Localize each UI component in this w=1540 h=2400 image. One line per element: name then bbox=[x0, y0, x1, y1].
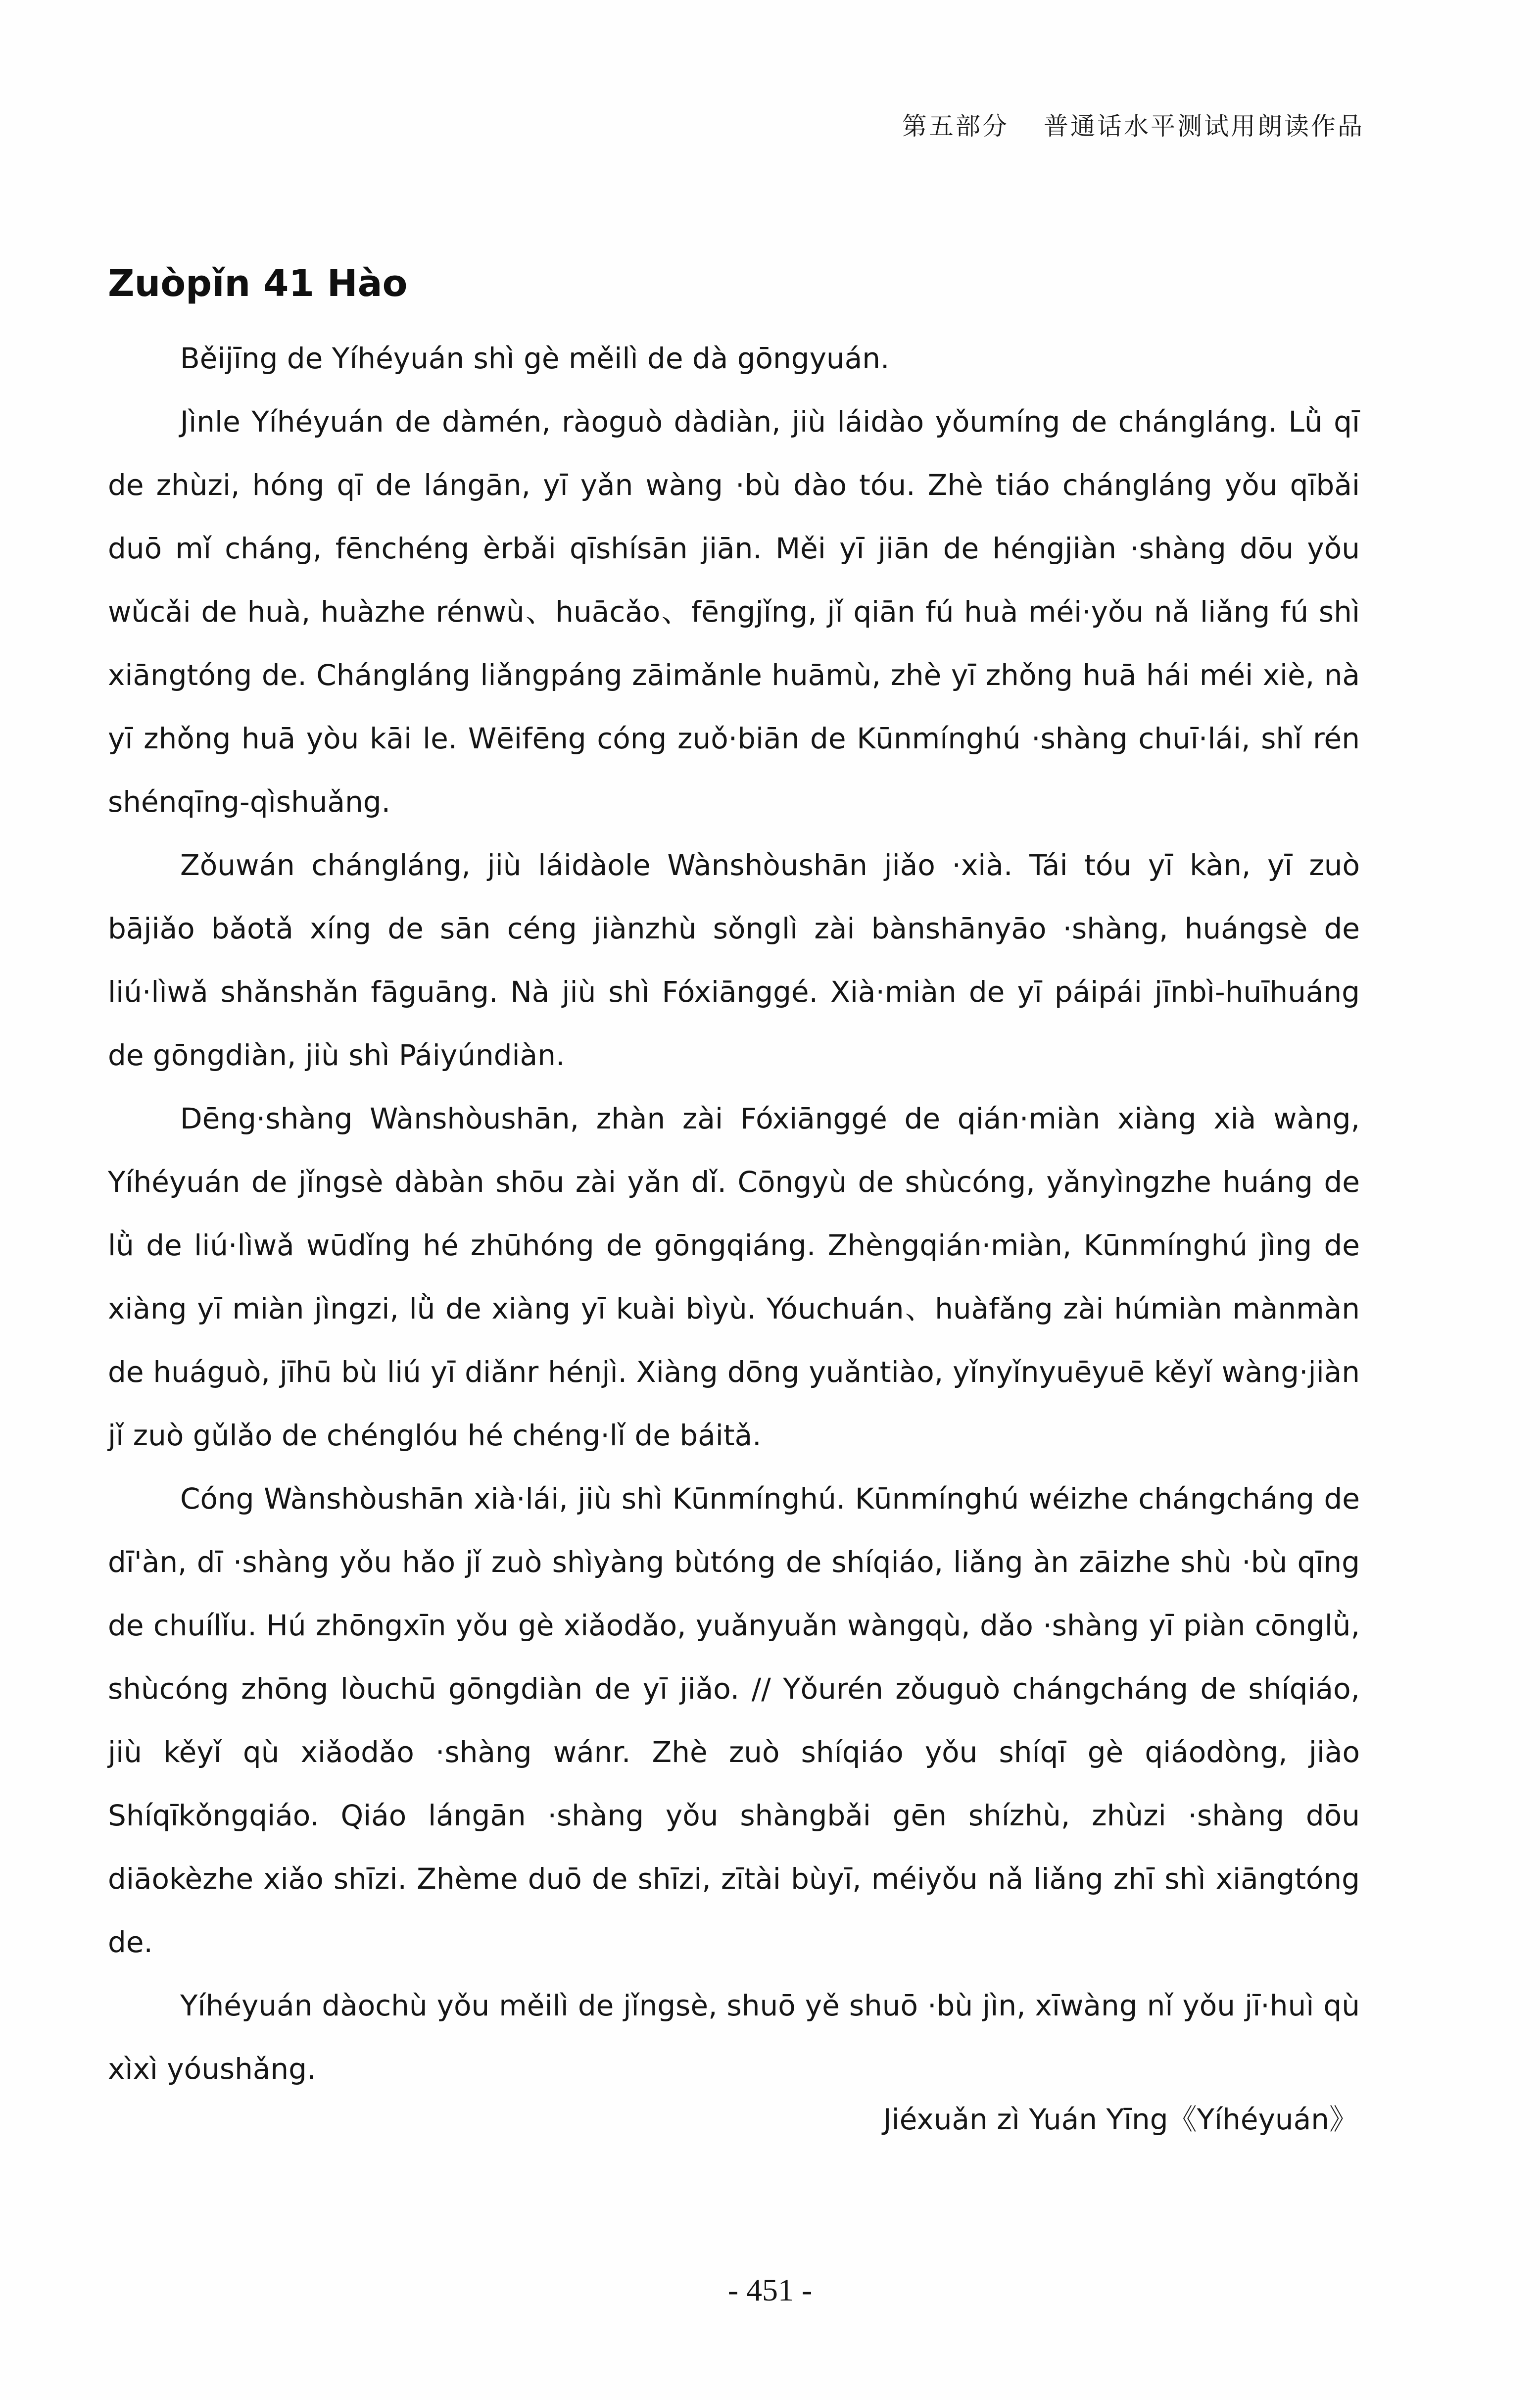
paragraph-1: Běijīng de Yíhéyuán shì gè měilì de dà gōngyuán. bbox=[180, 342, 890, 375]
header-section: 普通话水平测试用朗读作品 bbox=[1044, 112, 1364, 141]
running-header bbox=[902, 106, 1364, 142]
page-number: - 451 - bbox=[727, 2272, 813, 2307]
reading-text bbox=[108, 327, 1360, 2101]
source-attribution: Jiéxuǎn zì Yuán Yīng《Yíhéyuán》 bbox=[883, 2103, 1358, 2136]
paragraph-4: Dēng·shàng Wànshòushān, zhàn zài Fóxiānggé de qián·miàn xiàng xià wàng, Yíhéyuán de jǐngsè dàbàn shōu zài yǎn dǐ. Cōngyù de shùcóng, yǎnyìngzhe huáng de lǜ de liú·lìwǎ wūdǐng hé zhūhóng de gōngqiáng. Zhèngqián·miàn, Kūnmínghú jìng de xiàng yī miàn jìngzi, lǜ de xiàng yī kuài bìyù. Yóuchuán、huàfǎng zài húmiàn mànmàn de huáguò, jīhū bù liú yī diǎnr hénjì. Xiàng dōng yuǎntiào, yǐnyǐnyuēyuē kěyǐ wàng·jiàn jǐ zuò gǔlǎo de chénglóu hé chéng·lǐ de báitǎ. bbox=[108, 1102, 1360, 1452]
work-title: Zuòpǐn 41 Hào bbox=[108, 262, 408, 305]
paragraph-2: Jìnle Yíhéyuán de dàmén, ràoguò dàdiàn, jiù láidào yǒumíng de chángláng. Lǜ qī de zhùzi, hóng qī de lángān, yī yǎn wàng ·bù dào tóu. Zhè tiáo chángláng yǒu qībǎi duō mǐ cháng, fēnchéng èrbǎi qīshísān jiān. Měi yī jiān de héngjiàn ·shàng dōu yǒu wǔcǎi de huà, huàzhe rénwù、huācǎo、fēngjǐng, jǐ qiān fú huà méi·yǒu nǎ liǎng fú shì xiāngtóng de. Chángláng liǎngpáng zāimǎnle huāmù, zhè yī zhǒng huā hái méi xiè, nà yī zhǒng huā yòu kāi le. Wēifēng cóng zuǒ·biān de Kūnmínghú ·shàng chuī·lái, shǐ rén shénqīng-qìshuǎng. bbox=[108, 405, 1360, 819]
paragraph-3: Zǒuwán chángláng, jiù láidàole Wànshòushān jiǎo ·xià. Tái tóu yī kàn, yī zuò bājiǎo bǎotǎ xíng de sān céng jiànzhù sǒnglì zài bànshānyāo ·shàng, huángsè de liú·lìwǎ shǎnshǎn fāguāng. Nà jiù shì Fóxiānggé. Xià·miàn de yī páipái jīnbì-huīhuáng de gōngdiàn, jiù shì Páiyúndiàn. bbox=[108, 848, 1360, 1072]
header-part: 第五部分 bbox=[902, 112, 1009, 141]
paragraph-5: Cóng Wànshòushān xià·lái, jiù shì Kūnmínghú. Kūnmínghú wéizhe chángcháng de dī'àn, dī ·shàng yǒu hǎo jǐ zuò shìyàng bùtóng de shíqiáo, liǎng àn zāizhe shù ·bù qīng de chuílǐu. Hú zhōngxīn yǒu gè xiǎodǎo, yuǎnyuǎn wàngqù, dǎo ·shàng yī piàn cōnglǜ, shùcóng zhōng lòuchū gōngdiàn de yī jiǎo. // Yǒurén zǒuguò chángcháng de shíqiáo, jiù kěyǐ qù xiǎodǎo ·shàng wánr. Zhè zuò shíqiáo yǒu shíqī gè qiáodòng, jiào Shíqīkǒngqiáo. Qiáo lángān ·shàng yǒu shàngbǎi gēn shízhù, zhùzi ·shàng dōu diāokèzhe xiǎo shīzi. Zhème duō de shīzi, zītài bùyī, méiyǒu nǎ liǎng zhī shì xiāngtóng de. bbox=[108, 1482, 1360, 1959]
paragraph-6: Yíhéyuán dàochù yǒu měilì de jǐngsè, shuō yě shuō ·bù jìn, xīwàng nǐ yǒu jī·huì qù xìxì yóushǎng. bbox=[108, 1989, 1360, 2086]
